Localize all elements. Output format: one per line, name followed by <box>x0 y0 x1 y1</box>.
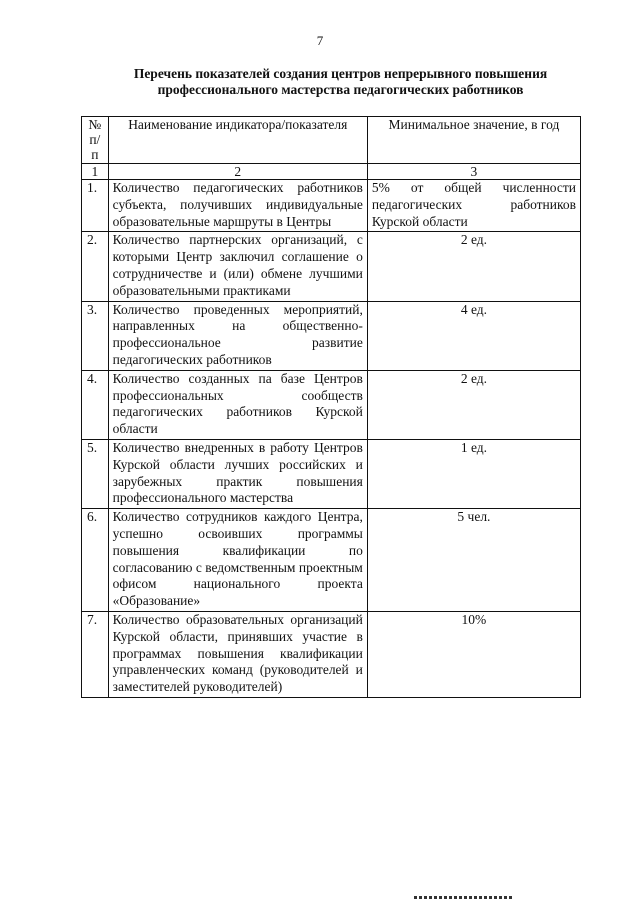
indicators-table <box>81 116 581 698</box>
row-indicator-name: Количество сотрудников каждого Центра, успешно освоивших программы повышения квалификации по согласованию с ведомственным проектным офисом национального проекта «Образование» <box>108 509 367 612</box>
column-number-1: 1 <box>82 164 109 180</box>
row-number: 7. <box>82 611 109 697</box>
row-min-value: 1 ед. <box>367 439 580 508</box>
header-name: Наименование индикатора/показателя <box>108 117 367 164</box>
table-row <box>82 439 581 508</box>
table-row <box>82 180 581 232</box>
column-number-2: 2 <box>108 164 367 180</box>
table-row <box>82 370 581 439</box>
row-number: 1. <box>82 180 109 232</box>
scan-artifact-mark <box>414 896 514 899</box>
row-min-value: 4 ед. <box>367 301 580 370</box>
row-min-value: 5% от общей численности педагогических работников Курской области <box>367 180 580 232</box>
row-min-value: 2 ед. <box>367 370 580 439</box>
row-min-value: 10% <box>367 611 580 697</box>
table-row <box>82 232 581 301</box>
column-numbers-row <box>82 164 581 180</box>
table-row <box>82 301 581 370</box>
table-header-row <box>82 117 581 164</box>
row-indicator-name: Количество проведенных мероприятий, направленных на общественно-профессиональное развитие педагогических работников <box>108 301 367 370</box>
row-indicator-name: Количество созданных па базе Центров профессиональных сообществ педагогических работников Курской области <box>108 370 367 439</box>
document-title: Перечень показателей создания центров непрерывного повышения профессионального мастерства педагогических работников <box>133 66 548 97</box>
header-value: Минимальное значение, в год <box>367 117 580 164</box>
row-number: 4. <box>82 370 109 439</box>
row-number: 5. <box>82 439 109 508</box>
row-min-value: 5 чел. <box>367 509 580 612</box>
table-row <box>82 611 581 697</box>
page-number: 7 <box>316 33 324 48</box>
row-indicator-name: Количество внедренных в работу Центров Курской области лучших российских и зарубежных практик повышения профессионального мастерства <box>108 439 367 508</box>
table-row <box>82 509 581 612</box>
row-number: 2. <box>82 232 109 301</box>
header-num: № п/п <box>82 117 109 164</box>
row-indicator-name: Количество партнерских организаций, с которыми Центр заключил соглашение о сотрудничестве и (или) обмене лучшими образовательными практиками <box>108 232 367 301</box>
row-indicator-name: Количество образовательных организаций Курской области, принявших участие в программах повышения квалификации управленческих команд (руководителей и заместителей руководителей) <box>108 611 367 697</box>
row-min-value: 2 ед. <box>367 232 580 301</box>
row-indicator-name: Количество педагогических работников субъекта, получивших индивидуальные образовательные маршруты в Центры <box>108 180 367 232</box>
column-number-3: 3 <box>367 164 580 180</box>
row-number: 6. <box>82 509 109 612</box>
row-number: 3. <box>82 301 109 370</box>
